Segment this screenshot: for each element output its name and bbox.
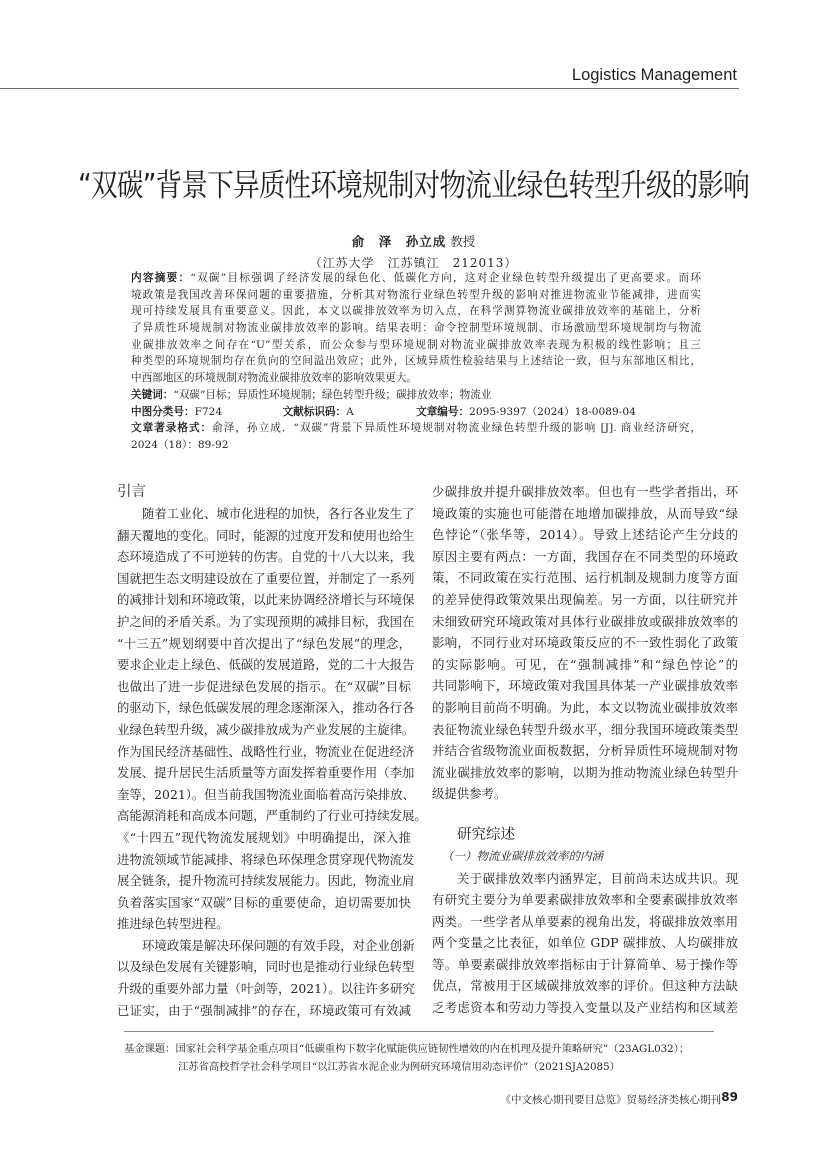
right-column-text-2 [432,868,738,1019]
text-line: 国就把生态文明建设放在了重要位置，并制定了一系列 [117,570,415,586]
abstract-text [131,270,701,387]
text-line: 内容摘要：“双碳”目标强调了经济发展的绿色化、低碳化方向，这对企业绿色转型升级提出了更高要求。而环 [131,272,702,284]
text-line: 少碳排放并提升碳排放效率。但也有一些学者指出，环 [432,484,738,499]
text-line: 《“十四五”现代物流发展规划》中明确提出，深入推 [117,829,411,845]
left-column [117,481,427,1021]
text-line: 的驱动下，绿色低碳发展的理念逐渐深入，推动各行各 [117,700,415,716]
left-column-text [117,503,427,1021]
text-line: 环境政策是解决环保问题的有效手段，对企业创新 [142,937,415,953]
text-line: 关于碳排放效率内涵界定，目前尚未达成共识。现 [457,870,738,886]
text-line: 翻天覆地的变化。同时，能源的过度开发和使用也给生 [117,527,415,543]
section-heading-introduction: 引言 [117,484,146,500]
text-line: 色悖论”（张华等，2014）。导致上述结论产生分歧的 [432,527,738,543]
text-line: 的实际影响。可见，在“强制减排”和“绿色悖论”的 [432,656,738,672]
citation-text: 俞泽，孙立成．“双碳”背景下异质性环境规制对物流业绿色转型升级的影响 [J]. 商业经济研究， [212,422,702,435]
text-line: 流业碳排放效率的影响，以期为推动物流业绿色转型升 [432,764,738,780]
text-line: 随着工业化、城市化进程的加快，各行各业发生了 [142,506,415,521]
text-line: 的影响目前尚不明确。为此，本文以物流业碳排放效率 [432,699,738,715]
text-line: 等。单要素碳排放效率指标由于计算简单、易于操作等 [432,956,738,972]
text-line: 未细致研究环境政策对具体行业碳排放或碳排放效率的 [432,613,738,629]
citation-label: 文章著录格式： [131,422,213,435]
text-line: 共同影响下，环境政策对我国具体某一产业碳排放效率 [432,678,738,694]
text-line: 以及绿色发展有关键影响，同时也是推动行业绿色转型 [117,959,415,975]
text-line: 高能源消耗和高成本问题，严重制约了行业可持续发展。 [117,808,427,824]
keywords-label: 关键词： [131,388,174,401]
abstract-label: 内容摘要： [131,272,191,284]
doc-code-label: 文献标识码： [282,405,347,418]
text-line: 原因主要有两点：一方面，我国存在不同类型的环境政 [432,548,738,564]
journal-footer: 《中文核心期刊要目总览》贸易经济类核心期刊 [500,1094,721,1106]
text-line: 进物流领域节能减排、将绿色环保理念贯穿现代物流发 [117,851,415,867]
clc-label: 中图分类号： [131,405,195,418]
keywords-value: “双碳”目标；异质性环境规制；绿色转型升级；碳排放效率；物流业 [173,388,492,401]
page-number: 89 [721,1090,738,1104]
text-line: 业绿色转型升级，减少碳排放成为产业发展的主旋律。 [117,721,415,737]
text-line: 级提供参考。 [432,786,507,802]
text-line: 已证实，由于“强制减排”的存在，环境政策可有效减 [117,1002,411,1018]
footnote-rule [124,1031,714,1032]
text-line: 优点，常被用于区域碳排放效率的评价。但这种方法缺 [432,978,738,994]
subsection-heading: （一）物流业碳排放效率的内涵 [442,848,603,863]
text-line: 表征物流业绿色转型升级水平，细分我国环境政策类型 [432,721,738,737]
text-line: 现可持续发展具有重要意义。因此，本文以碳排放效率为切入点，在科学测算物流业碳排放效率的基础上，分析 [131,305,701,318]
section-heading-review: 研究综述 [457,826,515,843]
funding-note [124,1040,689,1076]
text-line: 种类型的环境规制均存在负向的空间溢出效应；此外，区域异质性检验结果与上述结论一致，但与东部地区相比， [131,355,701,368]
author-names: 俞 泽 孙立成 [351,234,447,249]
authors [0,232,827,250]
text-line: 境政策的实施也可能潜在地增加碳排放，从而导致“绿 [432,505,738,521]
paper-title: “双碳”背景下异质性环境规制对物流业绿色转型升级的影响 [78,168,749,204]
text-line: 影响，不同行业对环境政策反应的不一致性弱化了政策 [432,635,738,651]
text-line: 境政策是我国改善环保问题的重要措施，分析其对物流行业绿色转型升级的影响对推进物流业节能减排，进而实 [131,288,701,301]
article-no-value: 2095-9397（2024）18-0089-04 [469,405,636,418]
text-line: 了异质性环境规制对物流业碳排放效率的影响。结果表明：命令控制型环境规制、市场激励型环境规制均与物流 [131,322,701,335]
text-line: 态环境造成了不可逆转的伤害。自党的十八大以来，我 [117,549,415,565]
text-line: 发展、提升居民生活质量等方面发挥着重要作用（李加 [117,765,415,781]
doc-code-value: A [346,405,354,418]
text-line: 展全链条，提升物流可持续发展能力。因此，物流业肩 [117,873,415,889]
citation-line [131,420,701,437]
classification-row [131,404,701,421]
text-line: 的差异使得政策效果出现偏差。另一方面，以往研究并 [432,591,738,607]
text-line: 策，不同政策在实行范围、运行机制及规制力度等方面 [432,570,738,586]
funding-line-2: 江苏省高校哲学社会科学项目“以江苏省水泥企业为例研究环境信用动态评价”（2021SJA2085） [178,1061,620,1073]
text-line: 中西部地区的环境规制对物流业碳排放效率的影响效果更大。 [131,372,418,385]
clc-value: F724 [194,405,223,418]
text-line: 奎等，2021）。但当前我国物流业面临着高污染排放、 [117,786,415,802]
right-column [432,481,738,1019]
author-title: 教授 [450,234,476,249]
text-line: 护之间的矛盾关系。为了实现预期的减排目标，我国在 [117,613,415,629]
text-line: 两类。一些学者从单要素的视角出发，将碳排放效率用 [432,913,738,929]
text-line: 要求企业走上绿色、低碳的发展道路，党的二十大报告 [117,657,415,673]
text-line: 业碳排放效率之间存在“U”型关系，而公众参与型环境规制对物流业碳排放效率表现为积极的线性影响；且三 [131,338,701,351]
citation-line-2: 2024（18）：89-92 [131,438,229,451]
affiliation: （江苏大学 江苏镇江 212013） [309,256,518,270]
header-rule [0,88,739,89]
funding-line-1: 基金课题：国家社会科学基金重点项目“低碳重构下数字化赋能供应链韧性增效的内在机理及提升策略研究”（23AGL032）； [124,1043,690,1055]
text-line: 两个变量之比表征，如单位 GDP 碳排放、人均碳排放 [432,935,738,951]
text-line: 升级的重要外部力量（叶剑等，2021）。以往许多研究 [117,981,415,997]
text-line: 有研究主要分为单要素碳排放效率和全要素碳排放效率 [432,892,738,908]
article-no-label: 文章编号： [416,405,470,418]
right-column-text [432,481,738,805]
text-line: 推进绿色转型进程。 [117,916,229,932]
text-line: 乏考虑资本和劳动力等投入变量以及产业结构和区域差 [432,1000,738,1016]
keywords [131,387,701,404]
text-line: “十三五”规划纲要中首次提出了“绿色发展”的理念， [117,635,411,651]
abstract-block [131,270,701,454]
text-line: 负着落实国家“双碳”目标的重要使命，迫切需要加快 [117,894,411,910]
text-line: 也做出了进一步促进绿色发展的指示。在“双碳”目标 [117,678,411,694]
text-line: 的减排计划和环境政策，以此来协调经济增长与环境保 [117,592,415,608]
text-line: 作为国民经济基础性、战略性行业，物流业在促进经济 [117,743,415,759]
running-header: Logistics Management [571,66,737,84]
text-line: 并结合省级物流业面板数据，分析异质性环境规制对物 [432,743,738,759]
